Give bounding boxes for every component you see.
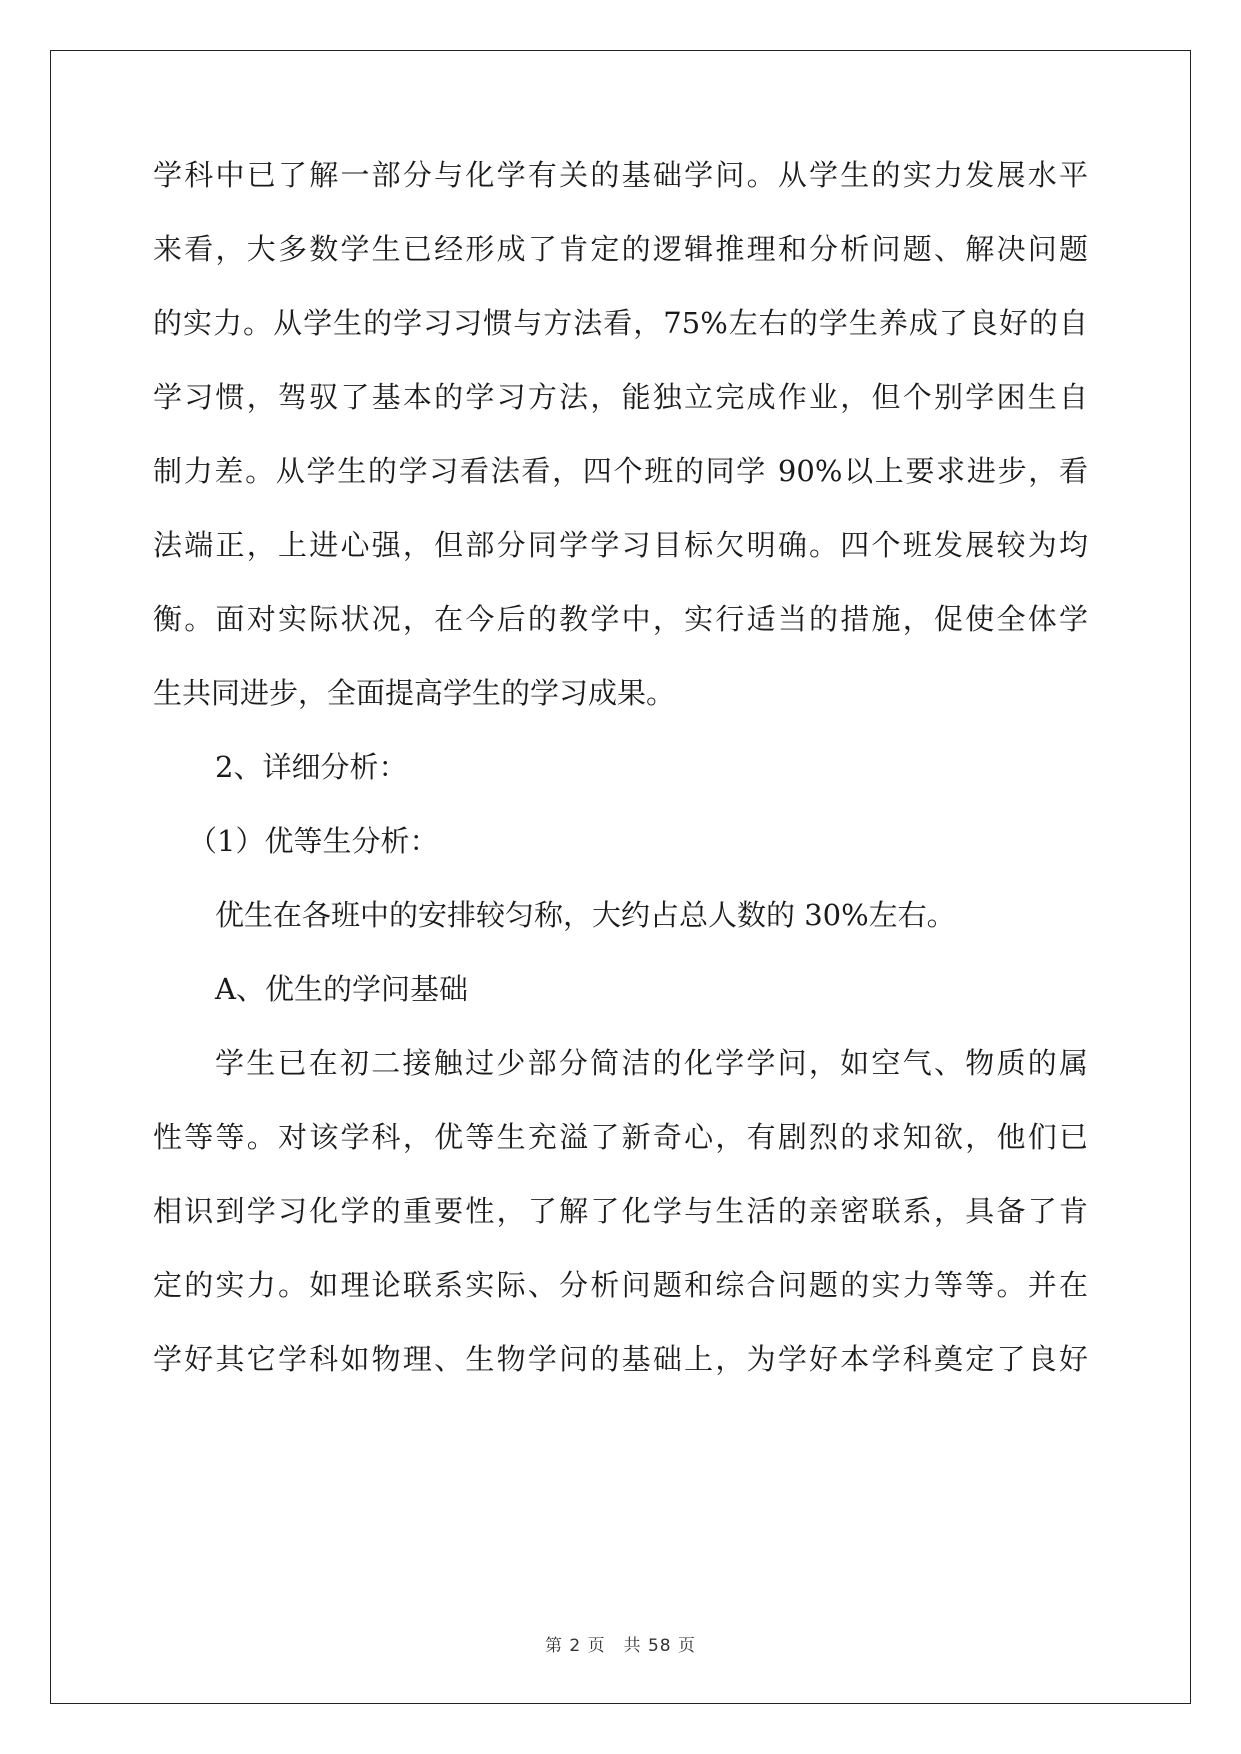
page-border — [50, 50, 1191, 1704]
subsection-heading: （1）优等生分析： — [188, 824, 439, 858]
text-line-11: 优生在各班中的安排较匀称，大约占总人数的 30%左右。 — [215, 898, 956, 932]
text-line-15: 相识到学习化学的重要性，了解了化学与生活的亲密联系，具备了肯 — [153, 1194, 1088, 1228]
text-line-8: 生共同进步，全面提高学生的学习成果。 — [153, 676, 676, 710]
text-line-4: 学习惯，驾驭了基本的学习方法，能独立完成作业，但个别学困生自 — [153, 380, 1088, 414]
text-line-1: 学科中已了解一部分与化学有关的基础学问。从学生的实力发展水平 — [153, 158, 1088, 192]
text-line-5: 制力差。从学生的学习看法看，四个班的同学 90%以上要求进步，看 — [153, 454, 1088, 488]
text-line-17: 学好其它学科如物理、生物学问的基础上，为学好本学科奠定了良好 — [153, 1342, 1088, 1376]
item-heading: A、优生的学问基础 — [215, 972, 468, 1006]
text-line-6: 法端正，上进心强，但部分同学学习目标欠明确。四个班发展较为均 — [153, 528, 1088, 562]
text-line-14: 性等等。对该学科，优等生充溢了新奇心，有剧烈的求知欲，他们已 — [153, 1120, 1088, 1154]
text-line-2: 来看，大多数学生已经形成了肯定的逻辑推理和分析问题、解决问题 — [153, 232, 1088, 266]
text-line-7: 衡。面对实际状况，在今后的教学中，实行适当的措施，促使全体学 — [153, 602, 1088, 636]
page-number: 第 2 页 共 58 页 — [544, 1636, 697, 1656]
text-line-13: 学生已在初二接触过少部分简洁的化学学问，如空气、物质的属 — [215, 1046, 1088, 1080]
text-line-3: 的实力。从学生的学习习惯与方法看，75%左右的学生养成了良好的自 — [153, 306, 1088, 340]
section-heading: 2、详细分析： — [215, 750, 408, 784]
text-line-16: 定的实力。如理论联系实际、分析问题和综合问题的实力等等。并在 — [153, 1268, 1088, 1302]
